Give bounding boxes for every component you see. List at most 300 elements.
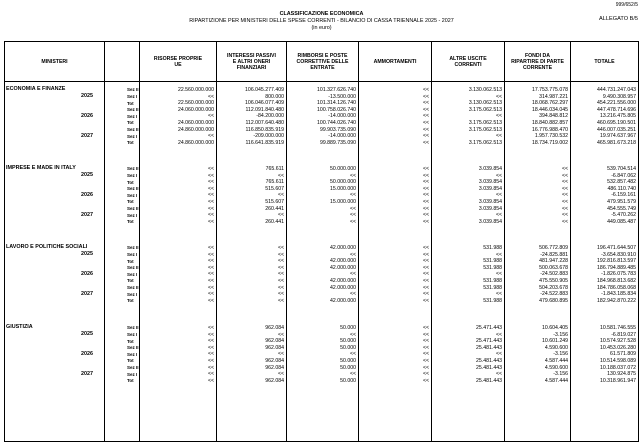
- risorse-proprie-ue-value: <<: [207, 258, 214, 265]
- altre-uscite-value: <<: [495, 251, 502, 258]
- year-label: 2025: [81, 93, 93, 100]
- totale-value: 465.981.673.218: [597, 139, 636, 146]
- totale-value: 486.110.740: [607, 185, 636, 192]
- totale-value: 454.555.749: [607, 205, 636, 212]
- row-section-label: Sez I: [127, 133, 138, 139]
- annex-label: ALLEGATO B/5: [599, 16, 638, 22]
- ammortamenti-value: <<: [422, 185, 429, 192]
- risorse-proprie-ue-value: 24.060.000.000: [177, 106, 214, 113]
- interessi-passivi-value: 116.641.835.919: [245, 139, 284, 146]
- interessi-passivi-value: <<: [277, 212, 284, 219]
- fondi-da-ripartire-value: 17.753.775.078: [531, 87, 568, 93]
- altre-uscite-value: 3.130.062.513: [468, 100, 502, 107]
- ammortamenti-value: <<: [422, 212, 429, 219]
- fondi-da-ripartire-value: 314.987.221: [539, 93, 568, 100]
- ammortamenti-value: <<: [422, 351, 429, 358]
- title-unit: (in euro): [311, 25, 332, 31]
- row-section-label: Sez II: [127, 87, 139, 93]
- totale-value: -1.843.185.834: [601, 291, 636, 298]
- ammortamenti-value: <<: [422, 358, 429, 364]
- page-code: 999/652/5: [615, 2, 638, 8]
- header-ministeri: MINISTERI: [41, 58, 68, 65]
- interessi-passivi-value: <<: [277, 245, 284, 251]
- risorse-proprie-ue-value: <<: [207, 192, 214, 199]
- totale-value: 192.816.813.597: [597, 258, 636, 265]
- row-section-label: Tot: [127, 179, 134, 185]
- rimborsi-value: 50.000.000: [330, 179, 356, 186]
- rimborsi-value: 42.000.000: [330, 258, 356, 265]
- risorse-proprie-ue-value: <<: [207, 364, 214, 371]
- altre-uscite-value: 25.481.443: [476, 358, 502, 364]
- interessi-passivi-value: <<: [277, 331, 284, 338]
- ammortamenti-value: <<: [422, 338, 429, 345]
- row-section-label: Sez I: [127, 94, 138, 99]
- risorse-proprie-ue-value: <<: [207, 338, 214, 345]
- fondi-da-ripartire-value: <<: [561, 179, 568, 186]
- risorse-proprie-ue-value: <<: [207, 93, 214, 100]
- altre-uscite-value: <<: [495, 93, 502, 100]
- altre-uscite-value: 3.175.062.513: [468, 126, 502, 133]
- row-section-label: Tot: [127, 278, 134, 284]
- fondi-da-ripartire-value: -3.156: [553, 371, 568, 378]
- fondi-da-ripartire-value: <<: [561, 185, 568, 192]
- ammortamenti-value: <<: [422, 325, 429, 331]
- totale-value: 532.857.482: [607, 179, 636, 186]
- risorse-proprie-ue-value: <<: [207, 291, 214, 298]
- header-altre-uscite: ALTRE USCITE CORRENTI: [449, 55, 487, 68]
- rimborsi-value: <<: [349, 212, 356, 219]
- interessi-passivi-value: <<: [277, 297, 284, 304]
- interessi-passivi-value: <<: [277, 278, 284, 284]
- header-totale: TOTALE: [594, 58, 615, 65]
- risorse-proprie-ue-value: <<: [207, 331, 214, 338]
- risorse-proprie-ue-value: <<: [207, 344, 214, 351]
- ammortamenti-value: <<: [422, 271, 429, 278]
- rimborsi-value: <<: [349, 271, 356, 278]
- ammortamenti-value: <<: [422, 120, 429, 126]
- row-section-label: Sez I: [127, 271, 138, 277]
- row-section-label: Tot: [127, 378, 134, 384]
- ammortamenti-value: <<: [422, 377, 429, 384]
- risorse-proprie-ue-value: <<: [207, 166, 214, 172]
- interessi-passivi-value: 962.084: [265, 364, 284, 371]
- altre-uscite-value: 3.175.062.513: [468, 139, 502, 146]
- row-section-label: Tot: [127, 199, 134, 205]
- fondi-da-ripartire-value: 4.587.444: [544, 377, 568, 384]
- totale-value: 479.951.579: [607, 199, 636, 205]
- ammortamenti-value: <<: [422, 344, 429, 351]
- row-section-label: Sez I: [127, 291, 138, 297]
- totale-value: -6.159.161: [611, 192, 636, 199]
- rimborsi-value: 99.889.735.090: [319, 139, 356, 146]
- totale-value: 184.968.813.682: [597, 278, 636, 284]
- ammortamenti-value: <<: [422, 113, 429, 120]
- interessi-passivi-value: <<: [277, 258, 284, 265]
- totale-value: 61.571.809: [610, 351, 636, 358]
- fondi-da-ripartire-value: 10.604.405: [542, 325, 568, 331]
- ammortamenti-value: <<: [422, 139, 429, 146]
- rimborsi-value: 42.000.000: [330, 284, 356, 291]
- fondi-da-ripartire-value: 16.776.988.470: [531, 126, 568, 133]
- altre-uscite-value: <<: [495, 113, 502, 120]
- risorse-proprie-ue-value: <<: [207, 199, 214, 205]
- totale-value: 10.514.598.089: [599, 358, 636, 364]
- interessi-passivi-value: 260.441: [265, 205, 284, 212]
- interessi-passivi-value: 515.607: [265, 185, 284, 192]
- interessi-passivi-value: -84.200.000: [256, 113, 284, 120]
- risorse-proprie-ue-value: 24.860.000.000: [177, 126, 214, 133]
- rimborsi-value: -13.500.000: [328, 93, 356, 100]
- ammortamenti-value: <<: [422, 245, 429, 251]
- fondi-da-ripartire-value: 475.550.905: [539, 278, 568, 284]
- altre-uscite-value: <<: [495, 291, 502, 298]
- rimborsi-value: 100.758.026.740: [317, 106, 356, 113]
- year-label: 2026: [81, 112, 93, 119]
- ammortamenti-value: <<: [422, 278, 429, 284]
- row-section-label: Tot: [127, 140, 134, 146]
- totale-value: -5.470.262: [611, 212, 636, 219]
- year-label: 2025: [81, 172, 93, 179]
- fondi-da-ripartire-value: 500.063.678: [539, 264, 568, 271]
- column-divider: [431, 41, 432, 442]
- altre-uscite-value: 3.175.062.513: [468, 106, 502, 113]
- interessi-passivi-value: 112.007.640.480: [245, 120, 284, 126]
- fondi-da-ripartire-value: <<: [561, 172, 568, 179]
- fondi-da-ripartire-value: <<: [561, 166, 568, 172]
- year-label: 2026: [81, 270, 93, 277]
- column-divider: [104, 41, 105, 442]
- totale-value: 9.490.308.957: [602, 93, 636, 100]
- ammortamenti-value: <<: [422, 291, 429, 298]
- interessi-passivi-value: 962.084: [265, 344, 284, 351]
- ammortamenti-value: <<: [422, 192, 429, 199]
- totale-value: 184.786.058.068: [597, 284, 636, 291]
- totale-value: 447.478.714.696: [597, 106, 636, 113]
- rimborsi-value: 99.903.735.090: [319, 126, 356, 133]
- ammortamenti-value: <<: [422, 205, 429, 212]
- title-distribution: RIPARTIZIONE PER MINISTERI DELLE SPESE CORRENTI - BILANCIO DI CASSA TRIENNALE 2025 - 2027: [189, 18, 454, 24]
- risorse-proprie-ue-value: <<: [207, 113, 214, 120]
- rimborsi-value: 42.000.000: [330, 297, 356, 304]
- interessi-passivi-value: 962.084: [265, 325, 284, 331]
- rimborsi-value: 42.000.000: [330, 278, 356, 284]
- altre-uscite-value: 3.039.854: [478, 185, 502, 192]
- column-divider: [139, 41, 140, 442]
- ammortamenti-value: <<: [422, 179, 429, 186]
- ammortamenti-value: <<: [422, 106, 429, 113]
- fondi-da-ripartire-value: 18.840.882.857: [531, 120, 568, 126]
- rimborsi-value: <<: [349, 251, 356, 258]
- ammortamenti-value: <<: [422, 331, 429, 338]
- fondi-da-ripartire-value: -3.156: [553, 331, 568, 338]
- altre-uscite-value: 3.175.062.513: [468, 120, 502, 126]
- rimborsi-value: 50.000: [340, 377, 356, 384]
- risorse-proprie-ue-value: 22.560.000.000: [177, 100, 214, 107]
- totale-value: 446.007.035.251: [597, 126, 636, 133]
- ministry-name: IMPRESE E MADE IN ITALY: [6, 164, 76, 171]
- risorse-proprie-ue-value: <<: [207, 245, 214, 251]
- row-section-label: Sez II: [127, 345, 139, 351]
- fondi-da-ripartire-value: 18.734.719.002: [531, 139, 568, 146]
- row-section-label: Sez II: [127, 245, 139, 251]
- altre-uscite-value: <<: [495, 351, 502, 358]
- year-label: 2027: [81, 211, 93, 218]
- row-section-label: Sez II: [127, 186, 139, 192]
- interessi-passivi-value: <<: [277, 264, 284, 271]
- risorse-proprie-ue-value: <<: [207, 205, 214, 212]
- rimborsi-value: <<: [349, 218, 356, 225]
- ammortamenti-value: <<: [422, 166, 429, 172]
- ammortamenti-value: <<: [422, 284, 429, 291]
- interessi-passivi-value: -209.000.000: [253, 133, 284, 140]
- risorse-proprie-ue-value: <<: [207, 218, 214, 225]
- fondi-da-ripartire-value: 10.601.249: [542, 338, 568, 345]
- fondi-da-ripartire-value: <<: [561, 205, 568, 212]
- row-section-label: Sez II: [127, 285, 139, 290]
- altre-uscite-value: 531.988: [483, 297, 502, 304]
- altre-uscite-value: 531.988: [483, 264, 502, 271]
- interessi-passivi-value: 116.850.835.919: [245, 126, 284, 133]
- totale-value: -6.819.027: [611, 331, 636, 338]
- risorse-proprie-ue-value: <<: [207, 297, 214, 304]
- rimborsi-value: <<: [349, 351, 356, 358]
- rimborsi-value: <<: [349, 172, 356, 179]
- row-section-label: Sez I: [127, 351, 138, 357]
- column-divider: [570, 41, 571, 442]
- fondi-da-ripartire-value: <<: [561, 212, 568, 219]
- year-label: 2026: [81, 350, 93, 357]
- rimborsi-value: <<: [349, 331, 356, 338]
- risorse-proprie-ue-value: <<: [207, 371, 214, 378]
- altre-uscite-value: <<: [495, 192, 502, 199]
- totale-value: 186.794.889.485: [597, 264, 636, 271]
- interessi-passivi-value: 800.000: [265, 93, 284, 100]
- altre-uscite-value: <<: [495, 371, 502, 378]
- rimborsi-value: 42.000.000: [330, 245, 356, 251]
- rimborsi-value: 50.000: [340, 364, 356, 371]
- column-divider: [286, 41, 287, 442]
- risorse-proprie-ue-value: <<: [207, 185, 214, 192]
- row-section-label: Sez II: [127, 365, 139, 370]
- risorse-proprie-ue-value: <<: [207, 351, 214, 358]
- ministry-name: GIUSTIZIA: [6, 323, 33, 330]
- interessi-passivi-value: 765.611: [265, 166, 284, 172]
- interessi-passivi-value: 106.045.277.409: [245, 87, 284, 93]
- totale-value: 449.085.487: [607, 218, 636, 225]
- interessi-passivi-value: <<: [277, 172, 284, 179]
- row-section-label: Sez I: [127, 252, 138, 257]
- column-divider: [216, 41, 217, 442]
- row-section-label: Sez I: [127, 173, 138, 178]
- year-label: 2027: [81, 132, 93, 139]
- altre-uscite-value: 531.988: [483, 278, 502, 284]
- fondi-da-ripartire-value: 4.590.600: [544, 364, 568, 371]
- altre-uscite-value: 531.988: [483, 245, 502, 251]
- altre-uscite-value: <<: [495, 331, 502, 338]
- altre-uscite-value: 25.481.443: [476, 364, 502, 371]
- header-risorse-proprie-ue: RISORSE PROPRIE UE: [153, 55, 203, 68]
- rimborsi-value: 50.000.000: [330, 166, 356, 172]
- totale-value: -1.826.075.783: [601, 271, 636, 278]
- row-section-label: Tot: [127, 338, 134, 344]
- totale-value: 130.924.875: [607, 371, 636, 378]
- header-fondi-da-ripartire: FONDI DA RIPARTIRE DI PARTE CORRENTE: [511, 52, 564, 71]
- ammortamenti-value: <<: [422, 251, 429, 258]
- interessi-passivi-value: <<: [277, 371, 284, 378]
- row-section-label: Sez I: [127, 332, 138, 337]
- altre-uscite-value: <<: [495, 271, 502, 278]
- header-interessi-passivi: INTERESSI PASSIVI E ALTRI ONERI FINANZIARI: [227, 52, 276, 71]
- altre-uscite-value: 25.471.443: [476, 338, 502, 345]
- column-divider: [358, 41, 359, 442]
- interessi-passivi-value: <<: [277, 351, 284, 358]
- interessi-passivi-value: <<: [277, 291, 284, 298]
- rimborsi-value: 50.000: [340, 358, 356, 364]
- rimborsi-value: -14.000.000: [328, 113, 356, 120]
- fondi-da-ripartire-value: 18.446.034.045: [531, 106, 568, 113]
- fondi-da-ripartire-value: <<: [561, 192, 568, 199]
- risorse-proprie-ue-value: 24.860.000.000: [177, 139, 214, 146]
- altre-uscite-value: 3.130.062.513: [468, 87, 502, 93]
- year-label: 2027: [81, 370, 93, 377]
- ammortamenti-value: <<: [422, 100, 429, 107]
- totale-value: 460.695.190.501: [597, 120, 636, 126]
- interessi-passivi-value: 765.611: [265, 179, 284, 186]
- totale-value: -3.654.830.910: [601, 251, 636, 258]
- year-label: 2025: [81, 331, 93, 338]
- fondi-da-ripartire-value: 479.680.895: [539, 297, 568, 304]
- fondi-da-ripartire-value: -24.522.883: [540, 291, 568, 298]
- fondi-da-ripartire-value: -24.502.883: [540, 271, 568, 278]
- row-section-label: Sez I: [127, 113, 138, 119]
- risorse-proprie-ue-value: <<: [207, 179, 214, 186]
- rimborsi-value: 101.314.126.740: [317, 100, 356, 107]
- year-label: 2027: [81, 290, 93, 297]
- fondi-da-ripartire-value: 394.848.812: [539, 113, 568, 120]
- altre-uscite-value: <<: [495, 172, 502, 179]
- ammortamenti-value: <<: [422, 364, 429, 371]
- totale-value: 10.574.927.528: [599, 338, 636, 345]
- altre-uscite-value: <<: [495, 212, 502, 219]
- ammortamenti-value: <<: [422, 172, 429, 179]
- interessi-passivi-value: <<: [277, 284, 284, 291]
- altre-uscite-value: 3.039.854: [478, 199, 502, 205]
- rimborsi-value: 15.000.000: [330, 199, 356, 205]
- interessi-passivi-value: 112.091.840.480: [245, 106, 284, 113]
- altre-uscite-value: 3.039.854: [478, 205, 502, 212]
- row-section-label: Tot: [127, 120, 134, 126]
- fondi-da-ripartire-value: 481.947.228: [539, 258, 568, 265]
- ammortamenti-value: <<: [422, 199, 429, 205]
- totale-value: -6.847.062: [611, 172, 636, 179]
- row-section-label: Sez II: [127, 127, 139, 132]
- ammortamenti-value: <<: [422, 218, 429, 225]
- header-divider: [4, 81, 639, 82]
- totale-value: 182.942.870.222: [597, 297, 636, 304]
- rimborsi-value: 50.000: [340, 344, 356, 351]
- risorse-proprie-ue-value: <<: [207, 284, 214, 291]
- ammortamenti-value: <<: [422, 297, 429, 304]
- row-section-label: Tot: [127, 298, 134, 304]
- risorse-proprie-ue-value: <<: [207, 278, 214, 284]
- year-label: 2025: [81, 251, 93, 258]
- totale-value: 13.216.475.805: [599, 113, 636, 120]
- document-titles: [0, 11, 643, 32]
- totale-value: 444.731.247.043: [597, 87, 636, 93]
- interessi-passivi-value: <<: [277, 271, 284, 278]
- risorse-proprie-ue-value: <<: [207, 251, 214, 258]
- rimborsi-value: 42.000.000: [330, 264, 356, 271]
- totale-value: 10.188.037.072: [599, 364, 636, 371]
- risorse-proprie-ue-value: 24.060.000.000: [177, 120, 214, 126]
- altre-uscite-value: 25.481.443: [476, 344, 502, 351]
- ammortamenti-value: <<: [422, 93, 429, 100]
- row-section-label: Sez I: [127, 371, 138, 377]
- header-rimborsi: RIMBORSI E POSTE CORRETTIVE DELLE ENTRATE: [296, 52, 349, 71]
- column-divider: [504, 41, 505, 442]
- risorse-proprie-ue-value: <<: [207, 212, 214, 219]
- ammortamenti-value: <<: [422, 87, 429, 93]
- altre-uscite-value: 3.039.854: [478, 179, 502, 186]
- totale-value: 19.974.637.967: [599, 133, 636, 140]
- ammortamenti-value: <<: [422, 371, 429, 378]
- row-section-label: Sez II: [127, 325, 139, 331]
- interessi-passivi-value: 106.046.077.409: [245, 100, 284, 107]
- altre-uscite-value: 3.039.854: [478, 218, 502, 225]
- header-ammortamenti: AMMORTAMENTI: [373, 58, 417, 65]
- totale-value: 10.581.746.555: [599, 325, 636, 331]
- totale-value: 196.471.644.507: [597, 245, 636, 251]
- row-section-label: Tot: [127, 100, 134, 106]
- risorse-proprie-ue-value: <<: [207, 271, 214, 278]
- rimborsi-value: <<: [349, 192, 356, 199]
- altre-uscite-value: 531.988: [483, 258, 502, 265]
- fondi-da-ripartire-value: -3.156: [553, 351, 568, 358]
- ammortamenti-value: <<: [422, 126, 429, 133]
- year-label: 2026: [81, 191, 93, 198]
- altre-uscite-value: 25.481.443: [476, 377, 502, 384]
- fondi-da-ripartire-value: 4.587.444: [544, 358, 568, 364]
- interessi-passivi-value: <<: [277, 192, 284, 199]
- totale-value: 539.704.514: [607, 166, 636, 172]
- interessi-passivi-value: 515.607: [265, 199, 284, 205]
- row-section-label: Tot: [127, 219, 134, 225]
- ammortamenti-value: <<: [422, 258, 429, 265]
- altre-uscite-value: <<: [495, 133, 502, 140]
- row-section-label: Tot: [127, 258, 134, 264]
- fondi-da-ripartire-value: -24.825.881: [540, 251, 568, 258]
- fondi-da-ripartire-value: 506.772.809: [539, 245, 568, 251]
- title-classification: CLASSIFICAZIONE ECONOMICA: [279, 11, 364, 17]
- rimborsi-value: -14.000.000: [328, 133, 356, 140]
- risorse-proprie-ue-value: <<: [207, 133, 214, 140]
- row-section-label: Sez I: [127, 212, 138, 218]
- row-section-label: Sez II: [127, 107, 139, 113]
- row-section-label: Sez II: [127, 265, 139, 271]
- fondi-da-ripartire-value: 4.590.600: [544, 344, 568, 351]
- altre-uscite-value: 531.988: [483, 284, 502, 291]
- fondi-da-ripartire-value: <<: [561, 218, 568, 225]
- rimborsi-value: <<: [349, 205, 356, 212]
- interessi-passivi-value: 962.084: [265, 377, 284, 384]
- row-section-label: Tot: [127, 358, 134, 364]
- totale-value: 10.318.961.947: [599, 377, 636, 384]
- fondi-da-ripartire-value: <<: [561, 199, 568, 205]
- fondi-da-ripartire-value: 18.068.762.297: [531, 100, 568, 107]
- totale-value: 454.221.556.000: [597, 100, 636, 107]
- fondi-da-ripartire-value: 504.203.678: [539, 284, 568, 291]
- risorse-proprie-ue-value: 22.560.000.000: [177, 87, 214, 93]
